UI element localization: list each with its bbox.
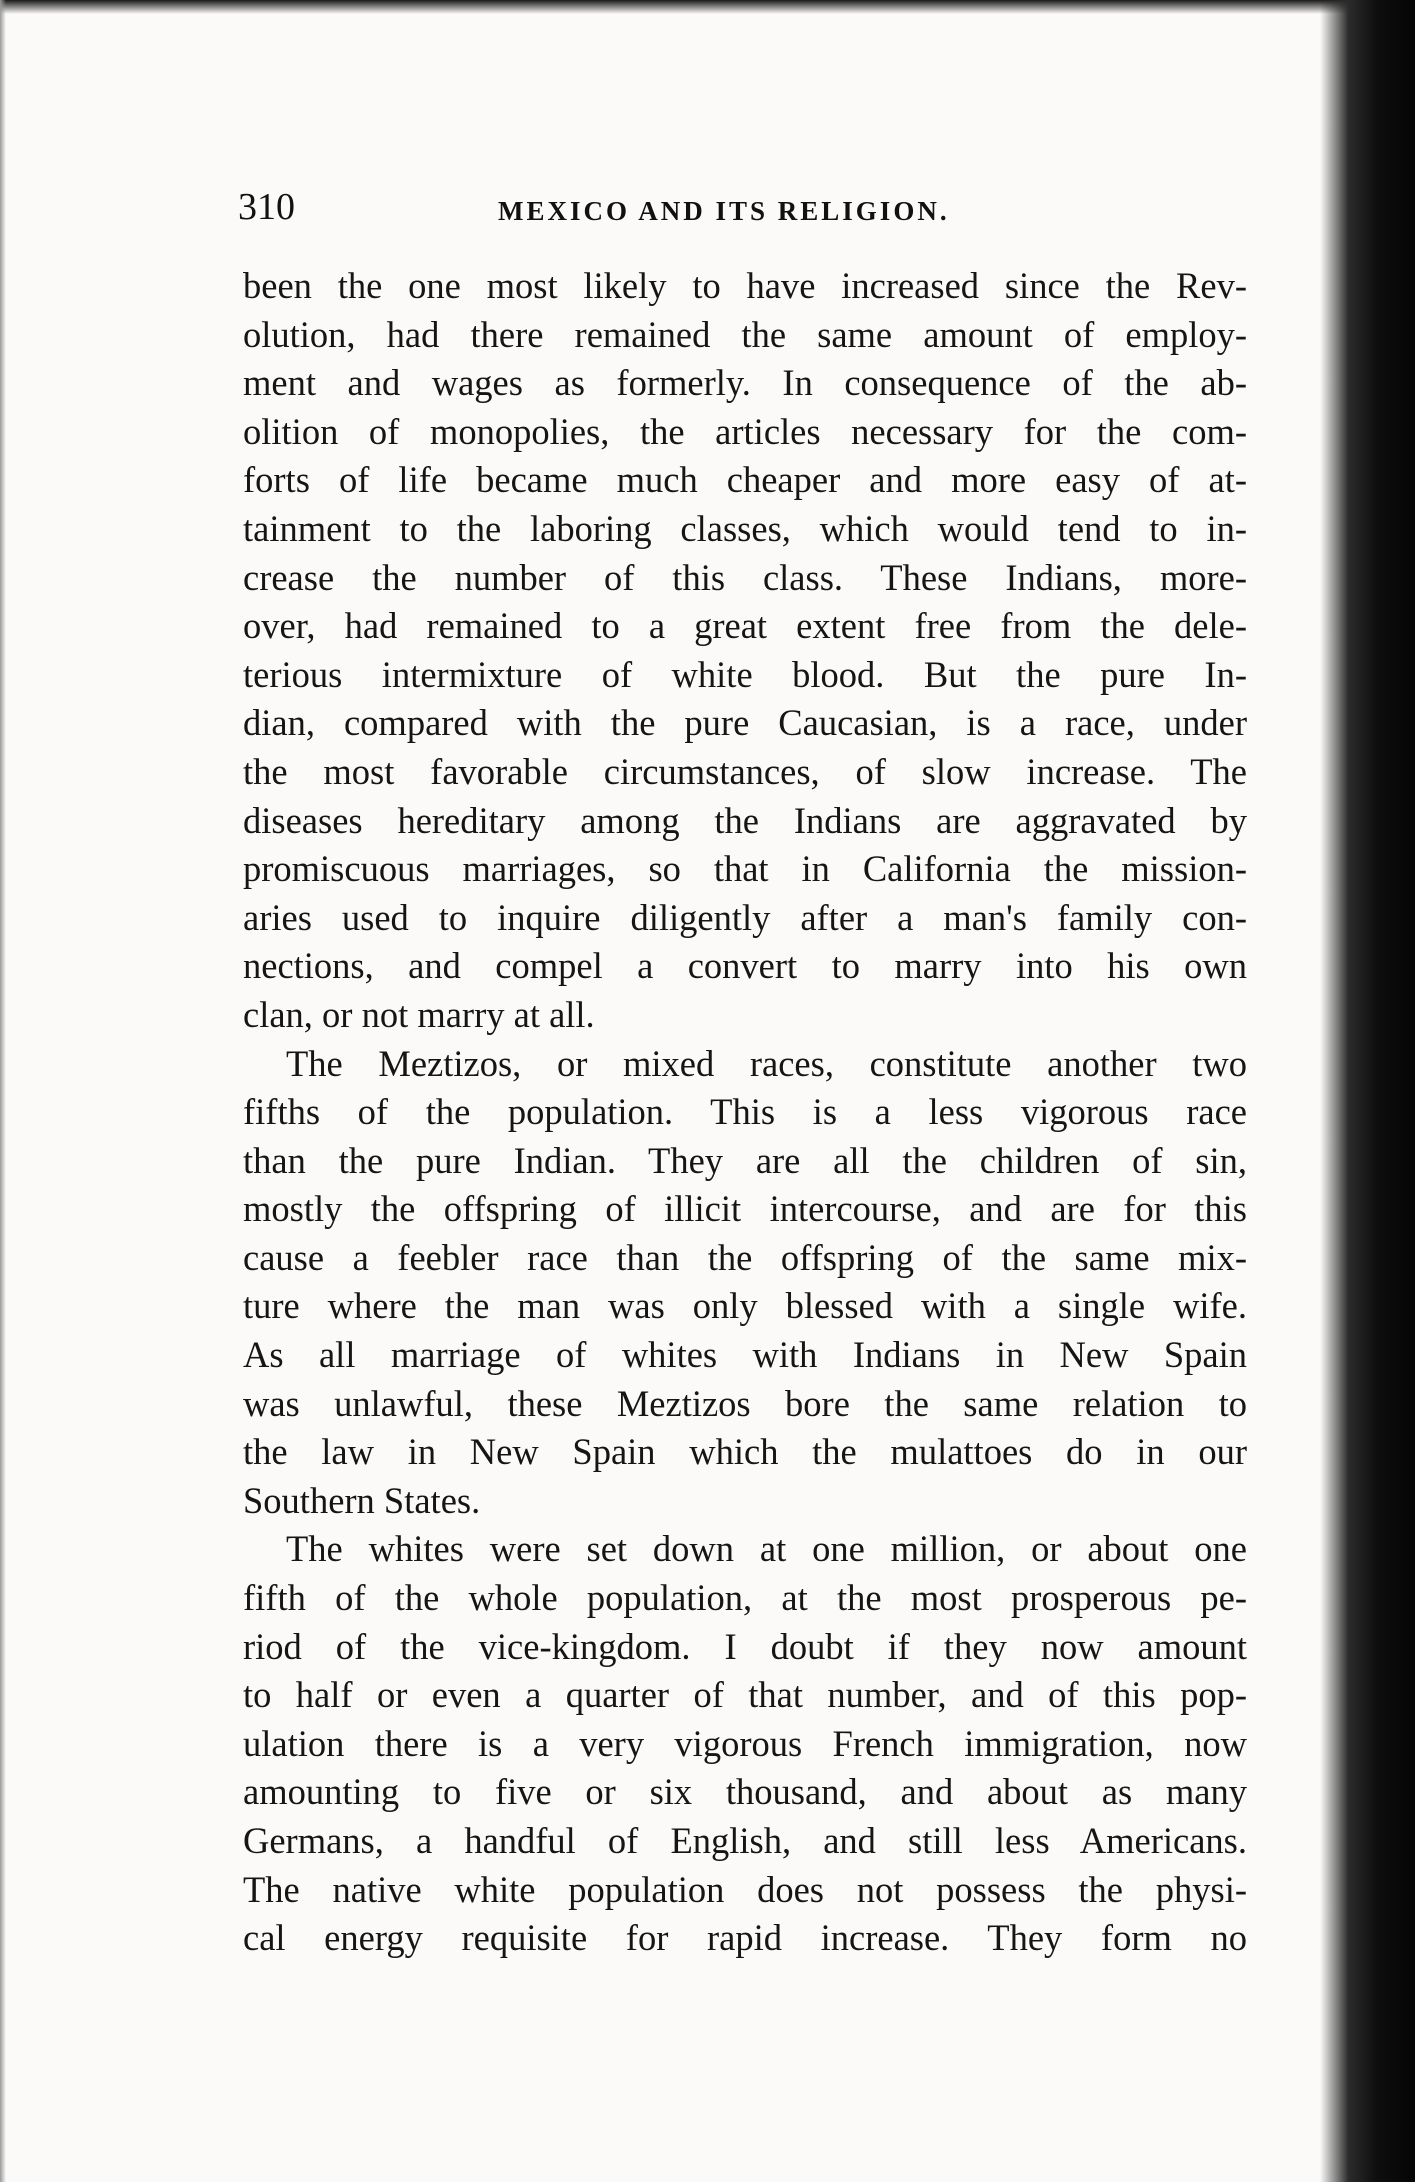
text-line: to half or even a quarter of that number, and of this pop-	[243, 1674, 1247, 1716]
text-line: ment and wages as formerly. In consequence of the ab-	[243, 362, 1247, 404]
scan-edge-top	[0, 0, 1415, 14]
text-line: crease the number of this class. These Indians, more-	[243, 556, 1247, 598]
page-number: 310	[238, 186, 295, 228]
text-line: riod of the vice-kingdom. I doubt if they now amount	[243, 1625, 1247, 1667]
text-line: was unlawful, these Meztizos bore the same relation to	[243, 1382, 1247, 1424]
text-line: The native white population does not possess the physi-	[243, 1868, 1247, 1910]
text-line: Southern States.	[243, 1479, 481, 1521]
text-line: amounting to five or six thousand, and about as many	[243, 1771, 1247, 1813]
text-line: the law in New Spain which the mulattoes do in our	[243, 1431, 1247, 1473]
body-text	[243, 262, 1247, 1963]
page-header	[238, 182, 1258, 232]
scan-edge-left	[0, 0, 6, 2182]
text-line: The whites were set down at one million, or about one	[286, 1528, 1247, 1570]
text-line: cal energy requisite for rapid increase. They form no	[243, 1917, 1247, 1959]
text-line: cause a feebler race than the offspring of the same mix-	[243, 1236, 1247, 1278]
paragraph-3	[243, 1525, 1247, 1962]
text-line: fifths of the population. This is a less vigorous race	[243, 1091, 1247, 1133]
text-line: than the pure Indian. They are all the children of sin,	[243, 1139, 1247, 1181]
text-line: diseases hereditary among the Indians are aggravated by	[243, 799, 1247, 841]
text-line: Germans, a handful of English, and still less Americans.	[243, 1820, 1247, 1861]
text-line: As all marriage of whites with Indians in New Spain	[243, 1334, 1247, 1376]
text-line: olution, had there remained the same amount of employ-	[243, 313, 1247, 355]
text-line: olition of monopolies, the articles necessary for the com-	[243, 410, 1247, 452]
scan-edge-right	[1320, 0, 1415, 2182]
paragraph-2	[243, 1040, 1247, 1526]
running-head: MEXICO AND ITS RELIGION.	[498, 196, 950, 226]
text-line: fifth of the whole population, at the most prosperous pe-	[243, 1577, 1247, 1619]
text-line: tainment to the laboring classes, which would tend to in-	[243, 507, 1247, 549]
text-line: over, had remained to a great extent free from the dele-	[243, 605, 1247, 647]
text-line: clan, or not marry at all.	[243, 993, 595, 1035]
text-line: terious intermixture of white blood. But the pure In-	[243, 653, 1247, 695]
text-line: the most favorable circumstances, of slow increase. The	[243, 750, 1247, 792]
text-line: been the one most likely to have increased since the Rev-	[243, 265, 1247, 306]
paragraph-1	[243, 262, 1247, 1040]
text-line: dian, compared with the pure Caucasian, is a race, under	[243, 702, 1247, 744]
text-line: mostly the offspring of illicit intercourse, and are for this	[243, 1188, 1247, 1230]
text-line: aries used to inquire diligently after a man's family con-	[243, 896, 1247, 938]
text-line: ture where the man was only blessed with a single wife.	[243, 1285, 1247, 1327]
text-line: The Meztizos, or mixed races, constitute another two	[286, 1042, 1247, 1084]
text-line: ulation there is a very vigorous French immigration, now	[243, 1722, 1247, 1764]
text-line: nections, and compel a convert to marry into his own	[243, 945, 1247, 987]
text-line: promiscuous marriages, so that in California the mission-	[243, 848, 1247, 890]
text-line: forts of life became much cheaper and more easy of at-	[243, 459, 1247, 501]
